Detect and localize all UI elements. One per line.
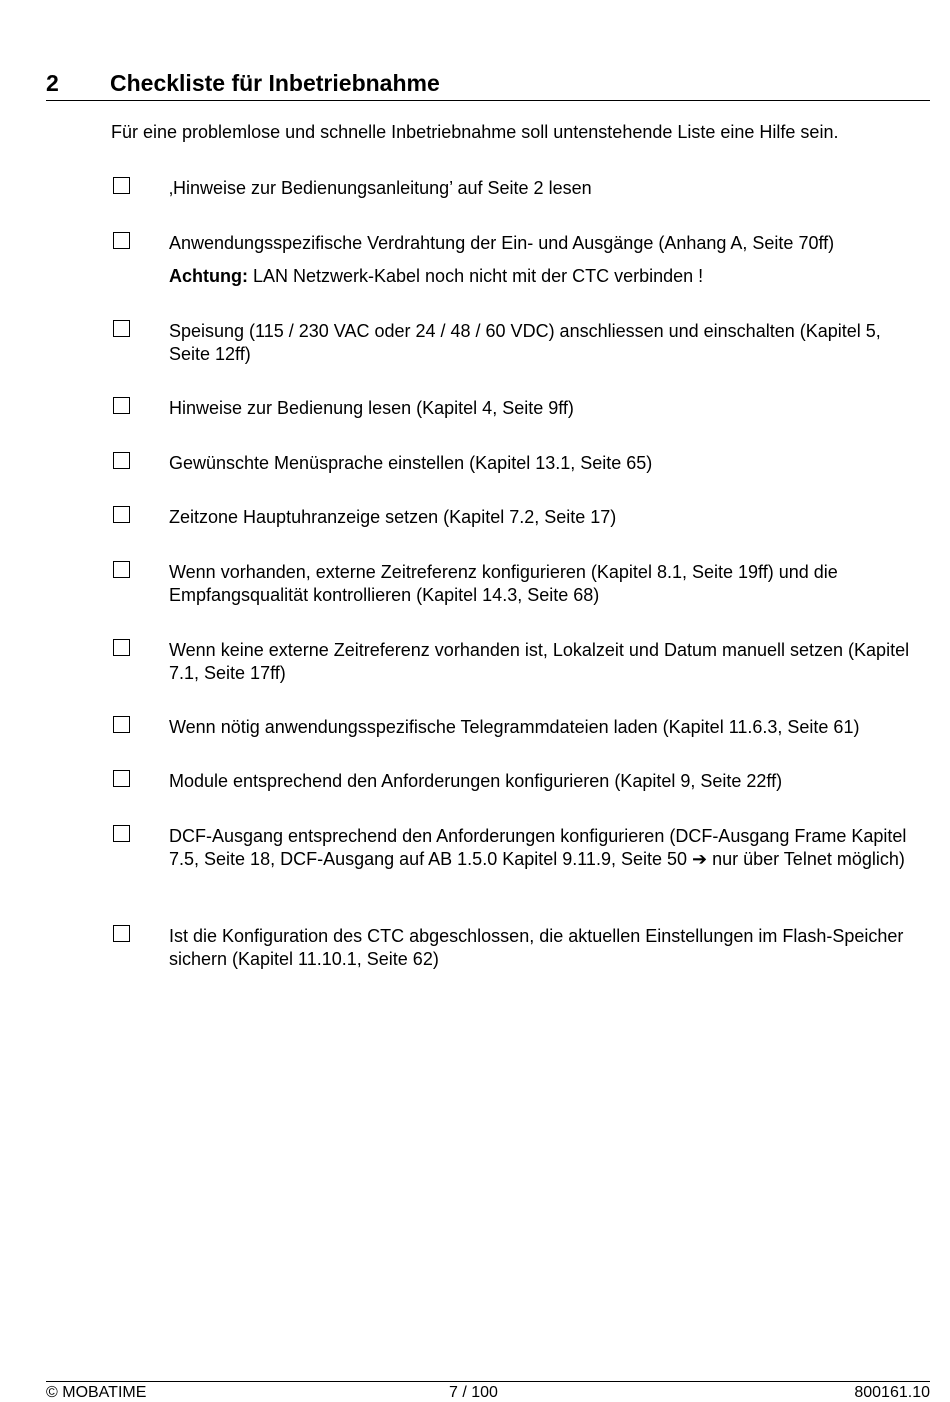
section-heading — [46, 70, 930, 101]
footer-page-number: 7 / 100 — [449, 1384, 498, 1401]
footer-copyright: © MOBATIME — [46, 1384, 147, 1401]
footer-divider — [46, 1381, 930, 1382]
intro-text: Für eine problemlose und schnelle Inbetriebnahme soll untenstehende Liste eine Hilfe sein. — [111, 122, 839, 142]
checkbox[interactable] — [113, 716, 130, 733]
checkbox[interactable] — [113, 452, 130, 469]
checklist-item-text: Anwendungsspezifische Verdrahtung der Ein- und Ausgänge (Anhang A, Seite 70ff) — [169, 233, 835, 253]
footer-document-number: 800161.10 — [854, 1384, 930, 1401]
checkbox[interactable] — [113, 561, 130, 578]
checkbox[interactable] — [113, 506, 130, 523]
warning-note — [169, 265, 925, 288]
checklist-item-text: DCF-Ausgang entsprechend den Anforderungen konfigurieren (DCF-Ausgang Frame Kapitel 7.5, Seite 18, DCF-Ausgang auf AB 1.5.0 Kapitel 9.11.9, Seite 50 ➔ nur über Telnet möglich) — [169, 826, 907, 869]
checkbox[interactable] — [113, 770, 130, 787]
checkbox[interactable] — [113, 397, 130, 414]
checklist-item-text: Ist die Konfiguration des CTC abgeschlossen, die aktuellen Einstellungen im Flash-Speicher sichern (Kapitel 11.10.1, Seite 62) — [169, 926, 904, 969]
checklist-item-text: Gewünschte Menüsprache einstellen (Kapitel 13.1, Seite 65) — [169, 453, 653, 473]
section-number: 2 — [46, 70, 59, 96]
warning-label: Achtung: — [169, 266, 248, 286]
checklist-item-text: Zeitzone Hauptuhranzeige setzen (Kapitel 7.2, Seite 17) — [169, 507, 617, 527]
checklist-item-text: Wenn nötig anwendungsspezifische Telegrammdateien laden (Kapitel 11.6.3, Seite 61) — [169, 717, 860, 737]
checkbox[interactable] — [113, 232, 130, 249]
checklist-item-text: ‚Hinweise zur Bedienungsanleitung’ auf Seite 2 lesen — [169, 178, 592, 198]
checklist-item-text: Wenn vorhanden, externe Zeitreferenz konfigurieren (Kapitel 8.1, Seite 19ff) und die Empfangsqualität kontrollieren (Kapitel 14.3, Seite 68) — [169, 562, 838, 605]
checkbox[interactable] — [113, 639, 130, 656]
checkbox[interactable] — [113, 177, 130, 194]
checklist-item-text: Module entsprechend den Anforderungen konfigurieren (Kapitel 9, Seite 22ff) — [169, 771, 783, 791]
section-title: Checkliste für Inbetriebnahme — [110, 70, 440, 96]
checklist-item-text: Hinweise zur Bedienung lesen (Kapitel 4, Seite 9ff) — [169, 398, 574, 418]
checkbox[interactable] — [113, 925, 130, 942]
checkbox[interactable] — [113, 320, 130, 337]
checklist-item-text: Wenn keine externe Zeitreferenz vorhanden ist, Lokalzeit und Datum manuell setzen (Kapitel 7.1, Seite 17ff) — [169, 640, 910, 683]
checklist-item-text: Speisung (115 / 230 VAC oder 24 / 48 / 60 VDC) anschliessen und einschalten (Kapitel 5, Seite 12ff) — [169, 321, 881, 364]
checkbox[interactable] — [113, 825, 130, 842]
warning-text: LAN Netzwerk-Kabel noch nicht mit der CTC verbinden ! — [247, 266, 704, 286]
